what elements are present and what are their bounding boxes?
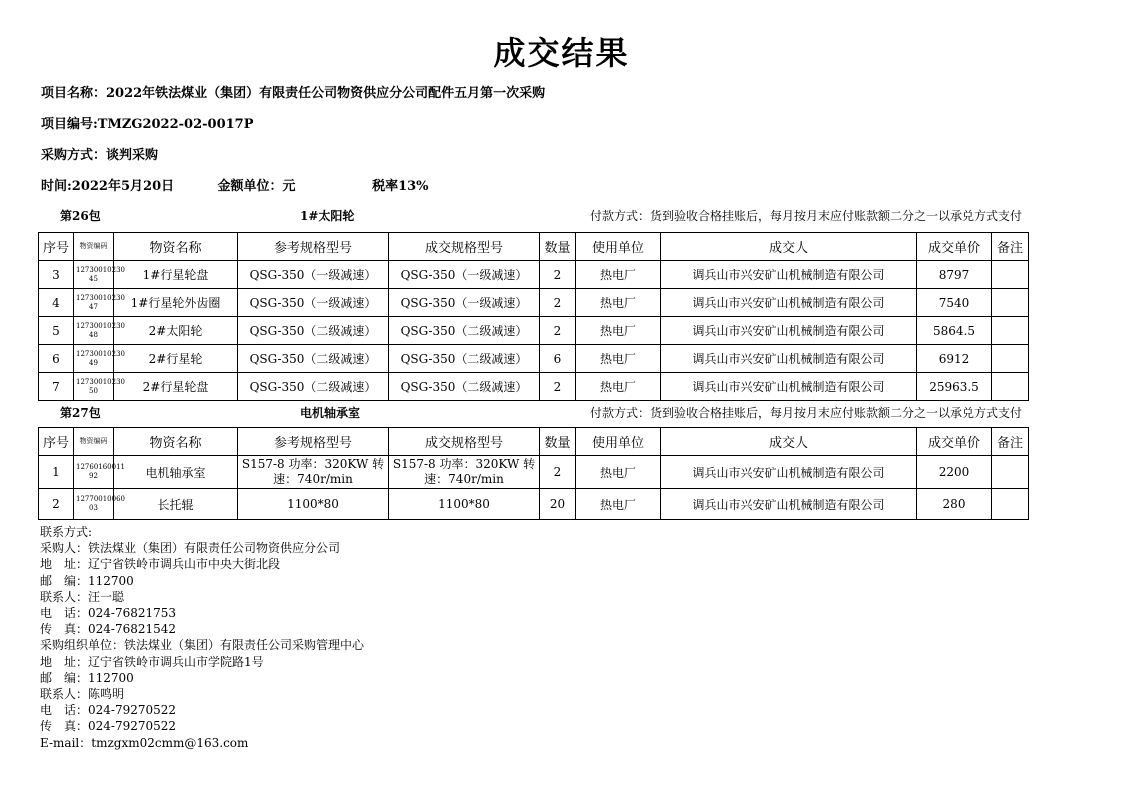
cell-qty: 2: [540, 373, 576, 401]
cell-ref-spec: QSG-350（二级减速）: [238, 373, 389, 401]
cell-deal-spec: S157-8 功率：320KW 转速：740r/min: [389, 456, 540, 489]
cell-vendor: 调兵山市兴安矿山机械制造有限公司: [661, 317, 917, 345]
cell-unit: 热电厂: [576, 289, 661, 317]
package-name: 1#太阳轮: [300, 209, 355, 223]
cell-deal-spec: QSG-350（一级减速）: [389, 289, 540, 317]
cell-remark: [992, 456, 1029, 489]
table-row: [39, 317, 1029, 345]
table-row: [39, 373, 1029, 401]
cell-material: 1#行星轮外齿圈: [114, 289, 238, 317]
date: 时间:2022年5月20日: [41, 179, 175, 194]
table-row: [39, 261, 1029, 289]
cell-qty: 2: [540, 289, 576, 317]
cell-unit: 热电厂: [576, 261, 661, 289]
cell-deal-spec: QSG-350（二级减速）: [389, 373, 540, 401]
organizer-email: E-mail：tmzgxm02cmm@163.com: [40, 735, 249, 750]
cell-code: 12760160011 92: [74, 456, 114, 489]
cell-qty: 2: [540, 317, 576, 345]
purchaser-contact-person: 联系人：汪一聪: [40, 589, 125, 604]
cell-vendor: 调兵山市兴安矿山机械制造有限公司: [661, 345, 917, 373]
cell-remark: [992, 317, 1029, 345]
header-qty: 数量: [540, 428, 576, 456]
header-remark: 备注: [992, 428, 1029, 456]
cell-vendor: 调兵山市兴安矿山机械制造有限公司: [661, 489, 917, 520]
cell-price: 25963.5: [917, 373, 992, 401]
cell-price: 7540: [917, 289, 992, 317]
header-ref-spec: 参考规格型号: [238, 428, 389, 456]
meta-line: [41, 175, 429, 194]
cell-price: 5864.5: [917, 317, 992, 345]
cell-ref-spec: QSG-350（一级减速）: [238, 261, 389, 289]
organizer-phone: 电 话：024-79270522: [40, 703, 177, 718]
header-seq: 序号: [39, 233, 74, 261]
cell-remark: [992, 345, 1029, 373]
organizer-address: 地 址：辽宁省铁岭市调兵山市学院路1号: [40, 654, 264, 669]
header-remark: 备注: [992, 233, 1029, 261]
cell-deal-spec: 1100*80: [389, 489, 540, 520]
cell-price: 8797: [917, 261, 992, 289]
cell-ref-spec: QSG-350（二级减速）: [238, 345, 389, 373]
header-vendor: 成交人: [661, 428, 917, 456]
package-number: 第27包: [60, 406, 101, 420]
cell-material: 2#太阳轮: [114, 317, 238, 345]
cell-seq: 1: [39, 456, 74, 489]
table-row: [39, 489, 1029, 520]
purchaser-address: 地 址：辽宁省铁岭市调兵山市中央大街北段: [40, 557, 281, 572]
cell-qty: 6: [540, 345, 576, 373]
page-title: 成交结果: [493, 34, 630, 72]
results-table: [38, 232, 1029, 401]
cell-code: 12730010230 48: [74, 317, 114, 345]
table-header-row: [39, 233, 1029, 261]
cell-seq: 3: [39, 261, 74, 289]
cell-seq: 5: [39, 317, 74, 345]
organizer-contact-person: 联系人：陈鸣明: [40, 687, 125, 702]
organizer-postcode: 邮 编：112700: [40, 670, 134, 685]
cell-material: 1#行星轮盘: [114, 261, 238, 289]
results-table: [38, 427, 1029, 520]
tax-rate: 税率13%: [372, 179, 429, 194]
cell-material: 长托辊: [114, 489, 238, 520]
cell-remark: [992, 373, 1029, 401]
cell-price: 6912: [917, 345, 992, 373]
cell-seq: 6: [39, 345, 74, 373]
table-row: [39, 345, 1029, 373]
currency-unit: 金额单位：元: [217, 179, 296, 194]
package-header: [38, 206, 1028, 226]
cell-vendor: 调兵山市兴安矿山机械制造有限公司: [661, 456, 917, 489]
cell-code: 12770010060 03: [74, 489, 114, 520]
project-number: 项目编号:TMZG2022-02-0017P: [41, 117, 254, 132]
cell-vendor: 调兵山市兴安矿山机械制造有限公司: [661, 261, 917, 289]
cell-vendor: 调兵山市兴安矿山机械制造有限公司: [661, 373, 917, 401]
cell-ref-spec: S157-8 功率：320KW 转速：740r/min: [238, 456, 389, 489]
cell-price: 2200: [917, 456, 992, 489]
cell-deal-spec: QSG-350（二级减速）: [389, 345, 540, 373]
cell-ref-spec: QSG-350（二级减速）: [238, 317, 389, 345]
cell-seq: 2: [39, 489, 74, 520]
cell-vendor: 调兵山市兴安矿山机械制造有限公司: [661, 289, 917, 317]
cell-qty: 20: [540, 489, 576, 520]
contact-info: [40, 524, 364, 751]
cell-unit: 热电厂: [576, 489, 661, 520]
header-material: 物资名称: [114, 233, 238, 261]
cell-code: 12730010230 50: [74, 373, 114, 401]
table-row: [39, 289, 1029, 317]
header-deal-spec: 成交规格型号: [389, 428, 540, 456]
header-price: 成交单价: [917, 233, 992, 261]
cell-remark: [992, 261, 1029, 289]
cell-code: 12730010230 47: [74, 289, 114, 317]
payment-terms: 付款方式：货到验收合格挂账后，每月按月末应付账款额二分之一以承兑方式支付: [589, 406, 1022, 420]
cell-ref-spec: QSG-350（一级减速）: [238, 289, 389, 317]
header-code: 物资编码: [74, 428, 114, 456]
project-name: 项目名称：2022年铁法煤业（集团）有限责任公司物资供应分公司配件五月第一次采购: [41, 86, 546, 101]
contact-heading: 联系方式:: [40, 525, 93, 539]
header-vendor: 成交人: [661, 233, 917, 261]
cell-deal-spec: QSG-350（一级减速）: [389, 261, 540, 289]
cell-remark: [992, 289, 1029, 317]
cell-unit: 热电厂: [576, 345, 661, 373]
purchaser: 采购人：铁法煤业（集团）有限责任公司物资供应分公司: [40, 541, 341, 556]
header-unit: 使用单位: [576, 233, 661, 261]
cell-price: 280: [917, 489, 992, 520]
cell-material: 2#行星轮: [114, 345, 238, 373]
cell-seq: 7: [39, 373, 74, 401]
cell-seq: 4: [39, 289, 74, 317]
cell-qty: 2: [540, 261, 576, 289]
cell-deal-spec: QSG-350（二级减速）: [389, 317, 540, 345]
header-deal-spec: 成交规格型号: [389, 233, 540, 261]
cell-remark: [992, 489, 1029, 520]
cell-ref-spec: 1100*80: [238, 489, 389, 520]
package-header: [38, 403, 1028, 423]
purchaser-fax: 传 真：024-76821542: [40, 622, 177, 637]
payment-terms: 付款方式：货到验收合格挂账后，每月按月末应付账款额二分之一以承兑方式支付: [589, 209, 1022, 223]
cell-code: 12730010230 45: [74, 261, 114, 289]
header-qty: 数量: [540, 233, 576, 261]
header-material: 物资名称: [114, 428, 238, 456]
purchaser-postcode: 邮 编：112700: [40, 573, 134, 588]
header-price: 成交单价: [917, 428, 992, 456]
header-code: 物资编码: [74, 233, 114, 261]
purchaser-phone: 电 话：024-76821753: [40, 606, 177, 621]
cell-material: 电机轴承室: [114, 456, 238, 489]
header-seq: 序号: [39, 428, 74, 456]
cell-material: 2#行星轮盘: [114, 373, 238, 401]
cell-unit: 热电厂: [576, 373, 661, 401]
table-row: [39, 456, 1029, 489]
package-number: 第26包: [60, 209, 101, 223]
package-name: 电机轴承室: [300, 406, 361, 420]
cell-qty: 2: [540, 456, 576, 489]
cell-code: 12730010230 49: [74, 345, 114, 373]
cell-unit: 热电厂: [576, 317, 661, 345]
header-unit: 使用单位: [576, 428, 661, 456]
cell-unit: 热电厂: [576, 456, 661, 489]
header-ref-spec: 参考规格型号: [238, 233, 389, 261]
organizer-fax: 传 真：024-79270522: [40, 719, 177, 734]
organizer: 采购组织单位：铁法煤业（集团）有限责任公司采购管理中心: [40, 638, 365, 653]
table-header-row: [39, 428, 1029, 456]
procurement-method: 采购方式：谈判采购: [41, 148, 159, 163]
